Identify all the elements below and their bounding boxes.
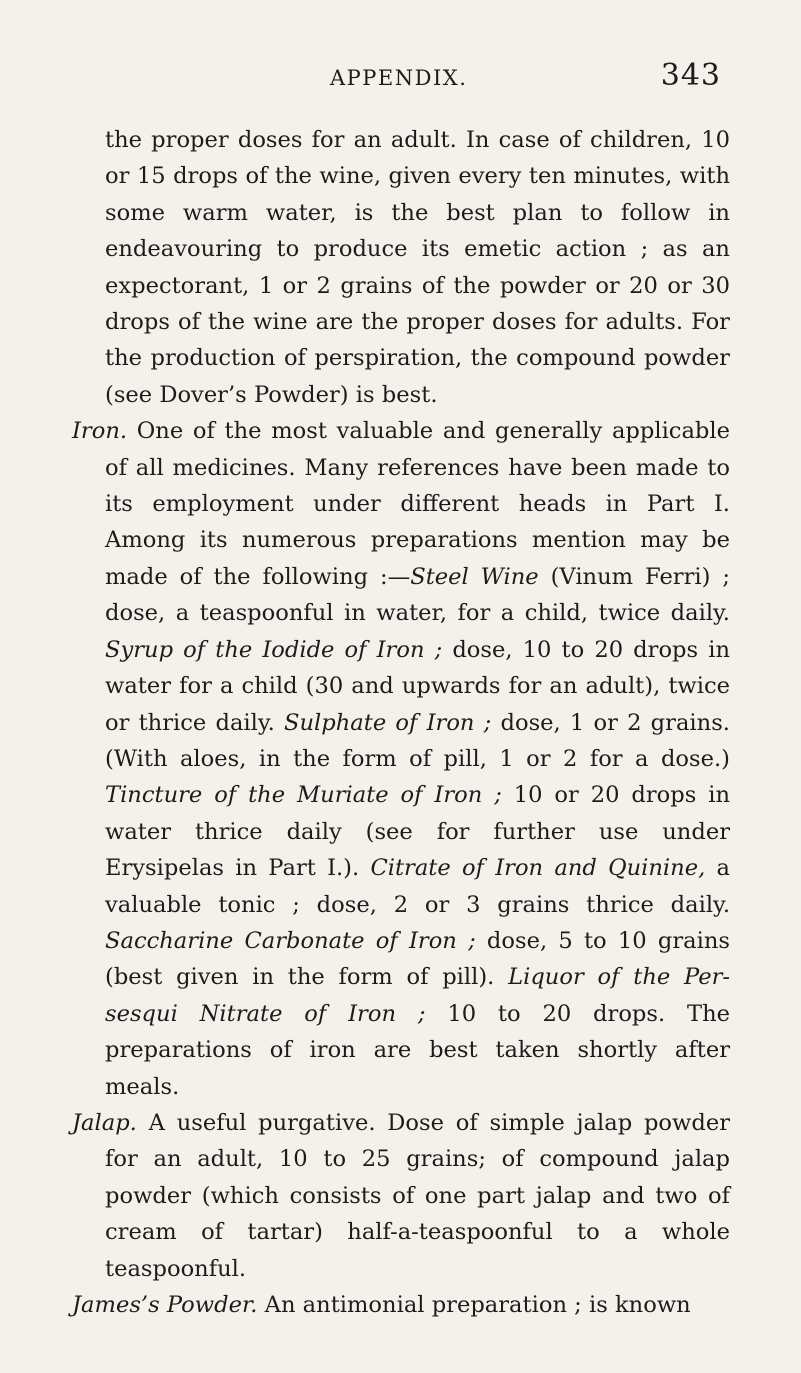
jalap-text: A useful purgative. Dose of simple jalap powder for an adult, 10 to 25 grains; of compound jalap powder (which consists of one part jalap and two of cream of tartar) half-a-teaspoonful to a whole teaspoonful.: [105, 1109, 730, 1282]
page-number: 343: [660, 58, 721, 93]
prep-tincture-muriate-text: 10 or 20 drops in water thrice daily (see for further use under Erysipelas in Part I.).: [105, 782, 731, 882]
prep-steel-wine: Steel Wine: [410, 563, 539, 590]
james-powder-text: An antimonial preparation ; is known: [257, 1292, 691, 1318]
prep-citrate-quinine: Citrate of Iron and Quinine,: [370, 855, 706, 882]
entry-term-james-powder: James’s Powder.: [72, 1292, 258, 1318]
entry-term-iron: Iron.: [72, 418, 128, 445]
prep-tincture-muriate: Tincture of the Muriate of Iron ;: [105, 782, 502, 809]
running-head: APPENDIX.: [330, 66, 468, 90]
prep-sulphate-text: dose, 1 or 2 grains. (With aloes, in the form of pill, 1 or 2 for a dose.): [105, 709, 730, 772]
continuation-paragraph: the proper doses for an adult. In case of children, 10 or 15 drops of the wine, given every ten minutes, with some warm water, is the best plan to follow in endeavouring to produce its emetic action ; as an expectorant, 1 or 2 grains of the powder or 20 or 30 drops of the wine are the proper doses for adults. For the production of perspiration, the compound powder (see Dover’s Powder) is best.: [105, 127, 730, 408]
prep-liquor-nitrate-text: 10 to 20 drops. The preparations of iron are best taken shortly after meals.: [105, 1000, 730, 1100]
entry-james-powder: [72, 1287, 730, 1323]
prep-steel-wine-text: (Vinum Ferri) ; dose, a teaspoonful in water, for a child, twice daily.: [105, 563, 730, 627]
prep-syrup-iodide: Syrup of the Iodide of Iron ;: [105, 636, 443, 663]
prep-saccharine-carbonate: Saccharine Carbonate of Iron ;: [105, 927, 476, 954]
prep-sulphate: Sulphate of Iron ;: [284, 709, 492, 736]
entry-jalap: [72, 1105, 730, 1287]
page-header: [0, 58, 801, 98]
prep-syrup-iodide-text: dose, 10 to 20 drops in water for a child (30 and upwards for an adult), twice or thrice daily.: [105, 636, 730, 736]
entry-iron: [72, 413, 730, 1105]
page-body: [72, 122, 730, 1323]
iron-intro: One of the most valuable and generally applicable of all medicines. Many references have been made to its employment under different heads in Part I. Among its numerous preparations mention may be made of the following :—: [105, 418, 730, 590]
entry-term-jalap: Jalap.: [72, 1109, 137, 1136]
prep-liquor-nitrate: Liquor of the Per-sesqui Nitrate of Iron ;: [105, 964, 731, 1027]
prep-saccharine-carbonate-text: dose, 5 to 10 grains (best given in the form of pill).: [105, 927, 730, 991]
prep-citrate-quinine-text: a valuable tonic ; dose, 2 or 3 grains thrice daily.: [105, 855, 731, 918]
